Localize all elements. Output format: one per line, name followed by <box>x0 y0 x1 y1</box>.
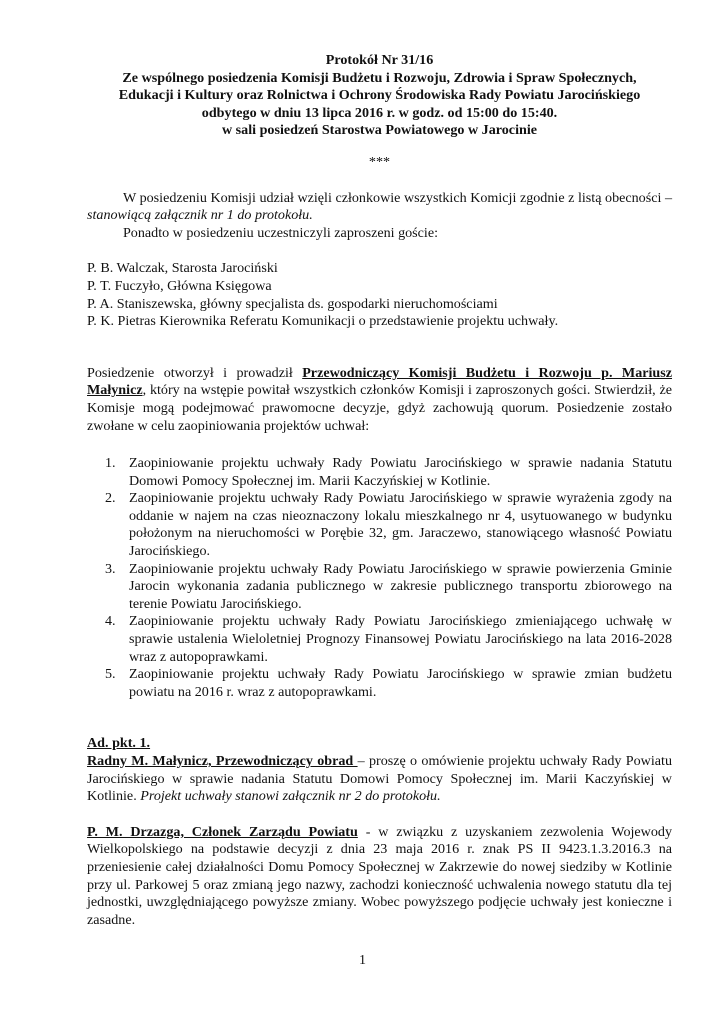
opening-paragraph <box>87 365 672 435</box>
agenda-text: Zaopiniowanie projektu uchwały Rady Powiatu Jarocińskiego w sprawie powierzenia Gminie Jarocin wykonania zadania publicznego w zakresie publicznego transportu zbiorowego na terenie Powiatu Jarocińskiego. <box>129 560 672 612</box>
agenda-number: 4. <box>105 613 116 630</box>
agenda-number: 5. <box>105 666 116 683</box>
guest-list <box>87 260 672 330</box>
title-line-5: w sali posiedzeń Starostwa Powiatowego w Jarocinie <box>221 122 537 139</box>
item1-speaker2-paragraph <box>87 824 672 930</box>
guest-item: P. B. Walczak, Starosta Jarociński <box>87 260 278 277</box>
title-line-2: Ze wspólnego posiedzenia Komisji Budżetu i Rozwoju, Zdrowia i Spraw Społecznych, <box>122 69 637 86</box>
item1-heading <box>87 735 672 753</box>
document-page <box>87 52 672 929</box>
guest-item: P. A. Staniszewska, główny specjalista ds. gospodarki nieruchomościami <box>87 295 498 312</box>
speaker2-name: P. M. Drzazga, Członek Zarządu Powiatu <box>87 823 358 840</box>
speaker2-text: - w związku z uzyskaniem zezwolenia Wojewody Wielkopolskiego na podstawie decyzji z dnia 23 maja 2016 r. znak PS II 9423.1.3.2016.3 na przeniesienie całej działalności Domu Pomocy Społecznej w Zakrzewie do nowej siedziby w Kotlinie przy ul. Parkowej 5 oraz zmianą jego nazwy, zachodzi konieczność uchwalenia nowego statutu dla tej jednostki, uwzględniającego powyższe zmiany. Wobec powyższego podjęcie uchwały jest konieczne i zasadne. <box>87 823 672 928</box>
separator: *** <box>368 153 391 170</box>
agenda-number: 2. <box>105 490 116 507</box>
speaker1-attachment: Projekt uchwały stanowi załącznik nr 2 do protokołu. <box>140 788 441 805</box>
agenda-item <box>87 455 672 490</box>
agenda-item <box>87 666 672 701</box>
agenda-number: 1. <box>105 455 116 472</box>
agenda-text: Zaopiniowanie projektu uchwały Rady Powiatu Jarocińskiego w sprawie zmian budżetu powiatu na 2016 r. wraz z autopoprawkami. <box>129 666 672 700</box>
item1-heading-text: Ad. pkt. 1. <box>87 735 151 752</box>
agenda-item <box>87 490 672 560</box>
document-title <box>87 52 672 140</box>
agenda-item <box>87 561 672 614</box>
agenda-text: Zaopiniowanie projektu uchwały Rady Powiatu Jarocińskiego w sprawie nadania Statutu Domowi Pomocy Społecznej im. Marii Kaczyńskiej w Kotlinie. <box>129 455 672 489</box>
guests-intro: Ponadto w posiedzeniu uczestniczyli zaproszeni goście: <box>122 224 439 241</box>
agenda-text: Zaopiniowanie projektu uchwały Rady Powiatu Jarocińskiego zmieniającego uchwałę w sprawie ustalenia Wieloletniej Prognozy Finansowej Powiatu Jarocińskiego na lata 2016-2028 wraz z autopoprawkami. <box>129 613 672 665</box>
agenda-list <box>87 455 672 701</box>
speaker1-name: Radny M. Małynicz, Przewodniczący obrad <box>87 753 358 769</box>
item1-speaker1-paragraph <box>87 753 672 806</box>
title-line-3: Edukacji i Kultury oraz Rolnictwa i Ochrony Środowiska Rady Powiatu Jarocińskiego <box>118 87 641 104</box>
attendance-paragraph <box>87 190 672 225</box>
agenda-item <box>87 613 672 666</box>
page-number: 1 <box>359 953 366 968</box>
agenda-text: Zaopiniowanie projektu uchwały Rady Powiatu Jarocińskiego w sprawie wyrażenia zgody na oddanie w najem na czas nieoznaczony lokalu mieszkalnego nr 4, usytuowanego w budynku położonym na nieruchomości w Porębie 32, gm. Jaraczewo, stanowiącego własność Powiatu Jarocińskiego. <box>129 490 672 560</box>
chair-name: Przewodniczący Komisji Budżetu i Rozwoju p. Mariusz Małynicz <box>87 364 673 399</box>
attendance-attachment: stanowiącą załącznik nr 1 do protokołu. <box>87 207 313 224</box>
opening-prefix: Posiedzenie otworzył i prowadził <box>87 364 303 381</box>
opening-rest: , który na wstępie powitał wszystkich członków Komisji i zaproszonych gości. Stwierdził, że Komisje mogą podejmować prawomocne decyzje, gdyż zachowują quorum. Posiedzenie zostało zwołane w celu zaopiniowania projektów uchwał: <box>87 382 672 434</box>
attendance-text: W posiedzeniu Komisji udział wzięli członkowie wszystkich Komicji zgodnie z listą obecności – <box>122 189 672 206</box>
guest-item: P. T. Fuczyło, Główna Księgowa <box>87 277 272 294</box>
speaker1-text: – proszę o omówienie projektu uchwały Rady Powiatu Jarocińskiego w sprawie nadania Statutu Domowi Pomocy Społecznej im. Marii Kaczyńskiej w Kotlinie. <box>87 753 672 805</box>
agenda-number: 3. <box>105 560 116 577</box>
title-line-1: Protokół Nr 31/16 <box>325 52 434 68</box>
title-line-4: odbytego w dniu 13 lipca 2016 r. w godz. od 15:00 do 15:40. <box>201 104 558 121</box>
guest-item: P. K. Pietras Kierownika Referatu Komunikacji o przedstawienie projektu uchwały. <box>87 313 559 330</box>
